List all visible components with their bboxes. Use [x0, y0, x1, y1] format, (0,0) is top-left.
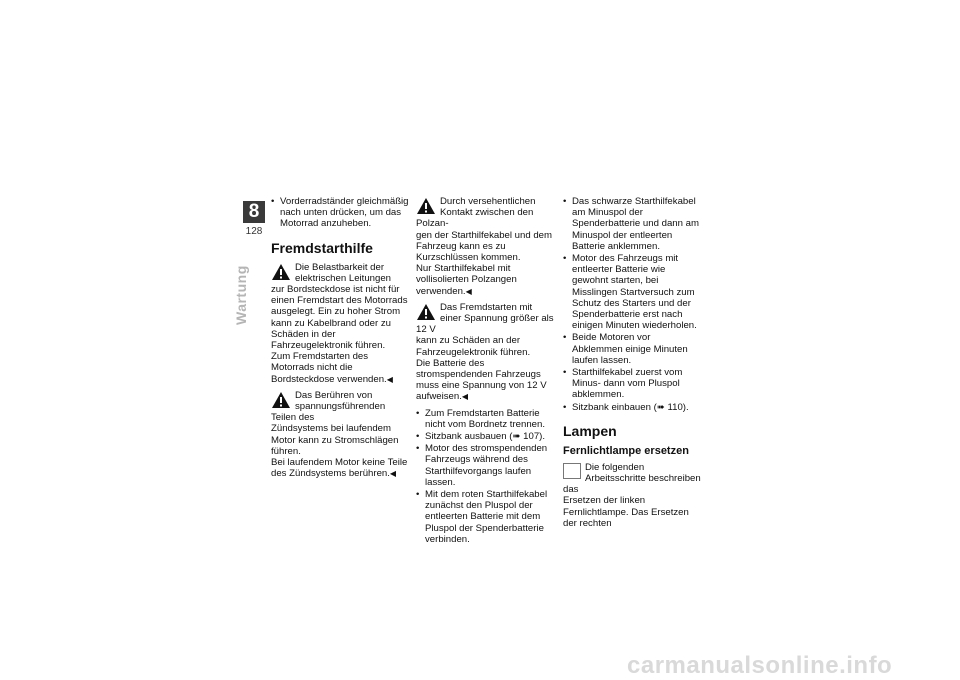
- list-item: • Motor des stromspendenden Fahrzeugs während des Starthilfevorgangs laufen lassen.: [416, 443, 554, 488]
- note-icon: [563, 463, 581, 479]
- list-item: • Starthilfekabel zuerst vom Minus- dann vom Pluspol abklemmen.: [563, 367, 701, 401]
- column-1: [271, 196, 409, 484]
- list-item: • Zum Fremdstarten Batterie nicht vom Bordnetz trennen.: [416, 408, 554, 430]
- note-text: Ersetzen der linken Fernlichtlampe. Das Ersetzen der rechten: [563, 495, 689, 529]
- column-2: [416, 196, 554, 546]
- warning-block: [416, 302, 554, 403]
- warning-action: Die Batterie des stromspendenden Fahrzeugs muss eine Spannung von 12 V aufweisen.: [416, 357, 547, 403]
- watermark: carmanualsonline.info: [627, 652, 893, 679]
- subsection-heading: Fernlichtlampe ersetzen: [563, 444, 689, 457]
- chapter-label: Wartung: [233, 265, 249, 325]
- warning-triangle-icon: [271, 391, 291, 409]
- warning-action: Nur Starthilfekabel mit vollisolierten Polzangen verwenden.: [416, 263, 517, 297]
- warning-lead: Das Berühren von spannungsführenden Teilen des: [271, 389, 386, 424]
- warning-block: [271, 390, 409, 480]
- end-marker: ◀: [386, 374, 393, 384]
- section-heading-lampen: Lampen: [563, 422, 617, 439]
- column-3: [563, 196, 701, 534]
- end-marker: ◀: [461, 392, 469, 402]
- note-lead: Die folgenden Arbeitsschritte beschreiben das: [563, 461, 701, 496]
- warning-triangle-icon: [271, 263, 291, 281]
- list-item: • Das schwarze Starthilfekabel am Minuspol der Spenderbatterie und dann am Minuspol der entleerten Batterie anklemmen.: [563, 196, 701, 252]
- note-block: [563, 462, 701, 529]
- list-item: • Sitzbank einbauen (➠ 110).: [563, 402, 701, 413]
- warning-text: gen der Starthilfekabel und dem Fahrzeug kann es zu Kurzschlüssen kommen.: [416, 229, 552, 264]
- list-item: • Mit dem roten Starthilfekabel zunächst den Pluspol der entleerten Batterie mit dem Pluspol der Spenderbatterie verbinden.: [416, 489, 554, 545]
- warning-action: Zum Fremdstarten des Motorrads nicht die Bordsteckdose verwenden.: [271, 351, 387, 385]
- warning-lead: Die Belastbarkeit der elektrischen Leitungen: [295, 261, 392, 284]
- warning-block: [271, 262, 409, 385]
- page-number: 128: [245, 226, 263, 237]
- end-marker: ◀: [389, 469, 397, 479]
- chapter-number: 8: [243, 201, 265, 223]
- end-marker: ◀: [465, 286, 472, 296]
- list-item: • Beide Motoren vor Abklemmen einige Minuten laufen lassen.: [563, 332, 701, 366]
- warning-triangle-icon: [416, 303, 436, 321]
- warning-action: Bei laufendem Motor keine Teile des Zündsystems berühren.: [271, 457, 408, 480]
- warning-lead: Durch versehentlichen Kontakt zwischen den Polzan-: [416, 196, 536, 230]
- warning-text: kann zu Schäden an der Fahrzeugelektronik führen.: [416, 335, 531, 358]
- warning-block: [416, 196, 554, 297]
- warning-text: Zündsystems bei laufendem Motor kann zu Stromschlägen führen.: [271, 423, 399, 457]
- warning-triangle-icon: [416, 197, 436, 215]
- warning-text: zur Bordsteckdose ist nicht für einen Fremdstart des Motorrads ausgelegt. Ein zu hoher Strom kann zu Kabelbrand oder zu Schäden in der Fahrzeugelektronik führen.: [271, 284, 408, 352]
- section-heading-fremdstarthilfe: Fremdstarthilfe: [271, 239, 373, 256]
- list-item: • Sitzbank ausbauen (➠ 107).: [416, 431, 554, 442]
- list-item: • Motor des Fahrzeugs mit entleerter Batterie wie gewohnt starten, bei Misslingen Startversuch zum Schutz des Starters und der Spenderbatterie erst nach einigen Minuten wiederholen.: [563, 253, 701, 331]
- list-item: • Vorderradständer gleichmäßig nach unten drücken, um das Motorrad anzuheben.: [271, 196, 409, 230]
- warning-lead: Das Fremdstarten mit einer Spannung größer als 12 V: [416, 301, 554, 336]
